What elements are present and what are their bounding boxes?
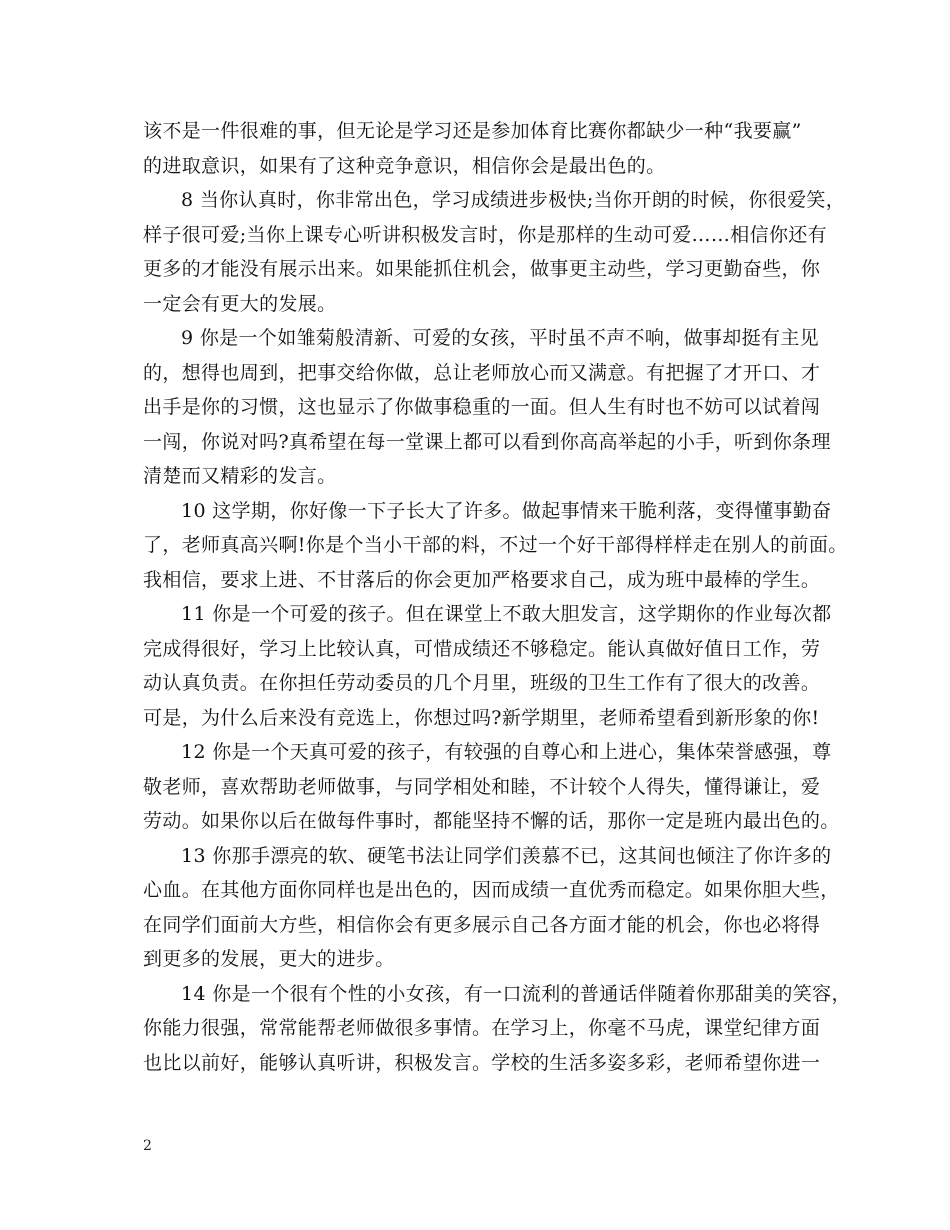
text-line: 敬老师，喜欢帮助老师做事，与同学相处和睦，不计较个人得失，懂得谦让，爱 xyxy=(143,775,821,798)
text-line: 更多的才能没有展示出来。如果能抓住机会，做事更主动些，学习更勤奋些，你 xyxy=(143,258,821,280)
paragraph-start-line: 9 你是一个如雏菊般清新、可爱的女孩，平时虽不声不响，做事却挺有主见 xyxy=(181,327,820,349)
text-line: 完成得很好，学习上比较认真，可惜成绩还不够稳定。能认真做好值日工作，劳 xyxy=(143,637,821,660)
text-line: 清楚而又精彩的发言。 xyxy=(143,465,337,487)
paragraph-start-line: 8 当你认真时，你非常出色，学习成绩进步极快;当你开朗的时候，你很爱笑， xyxy=(181,189,846,211)
text-line: 也比以前好，能够认真听讲，积极发言。学校的生活多姿多彩，老师希望你进一 xyxy=(143,1051,821,1074)
text-line: 样子很可爱;当你上课专心听讲积极发言时，你是那样的生动可爱……相信你还有 xyxy=(143,223,828,246)
body-text xyxy=(143,114,851,1080)
text-line: 心血。在其他方面你同样也是出色的，因而成绩一直优秀而稳定。如果你胆大些， xyxy=(143,879,840,901)
text-line: 你能力很强，常常能帮老师做很多事情。在学习上，你毫不马虎，课堂纪律方面 xyxy=(143,1017,821,1039)
text-line: 动认真负责。在你担任劳动委员的几个月里，班级的卫生工作有了很大的改善。 xyxy=(143,672,821,694)
text-line: 劳动。如果你以后在做每件事时，都能坚持不懈的话，那你一定是班内最出色的。 xyxy=(143,810,840,832)
text-line: 一定会有更大的发展。 xyxy=(143,292,337,315)
text-line: 的进取意识，如果有了这种竞争意识，相信你会是最出色的。 xyxy=(143,154,666,177)
text-line: 到更多的发展，更大的进步。 xyxy=(143,948,395,970)
paragraph-start-line: 10 这学期，你好像一下子长大了许多。做起事情来干脆利落，变得懂事勤奋 xyxy=(181,499,832,522)
text-line: 的，想得也周到，把事交给你做，总让老师放心而又满意。有把握了才开口、才 xyxy=(143,361,821,384)
text-line: 在同学们面前大方些，相信你会有更多展示自己各方面才能的机会，你也必将得 xyxy=(143,913,821,936)
paragraph-start-line: 13 你那手漂亮的软、硬笔书法让同学们羡慕不已，这其间也倾注了你许多的 xyxy=(181,844,832,867)
paragraph-start-line: 14 你是一个很有个性的小女孩，有一口流利的普通话伴随着你那甜美的笑容， xyxy=(181,982,851,1005)
text-line: 了，老师真高兴啊!你是个当小干部的料，不过一个好干部得样样走在别人的前面。 xyxy=(143,534,848,556)
text-line: 出手是你的习惯，这也显示了你做事稳重的一面。但人生有时也不妨可以试着闯 xyxy=(143,396,821,418)
text-line: 可是，为什么后来没有竞选上，你想过吗?新学期里，老师希望看到新形象的你! xyxy=(143,706,820,729)
page-number: 2 xyxy=(143,1138,152,1154)
text-line: 一闯，你说对吗?真希望在每一堂课上都可以看到你高高举起的小手，听到你条理 xyxy=(143,430,831,453)
text-line: 我相信，要求上进、不甘落后的你会更加严格要求自己，成为班中最棒的学生。 xyxy=(143,568,821,591)
paragraph-start-line: 11 你是一个可爱的孩子。但在课堂上不敢大胆发言，这学期你的作业每次都 xyxy=(181,603,832,625)
paragraph-start-line: 12 你是一个天真可爱的孩子，有较强的自尊心和上进心，集体荣誉感强，尊 xyxy=(181,741,832,763)
text-line: 该不是一件很难的事，但无论是学习还是参加体育比赛你都缺少一种“我要赢” xyxy=(143,120,802,142)
